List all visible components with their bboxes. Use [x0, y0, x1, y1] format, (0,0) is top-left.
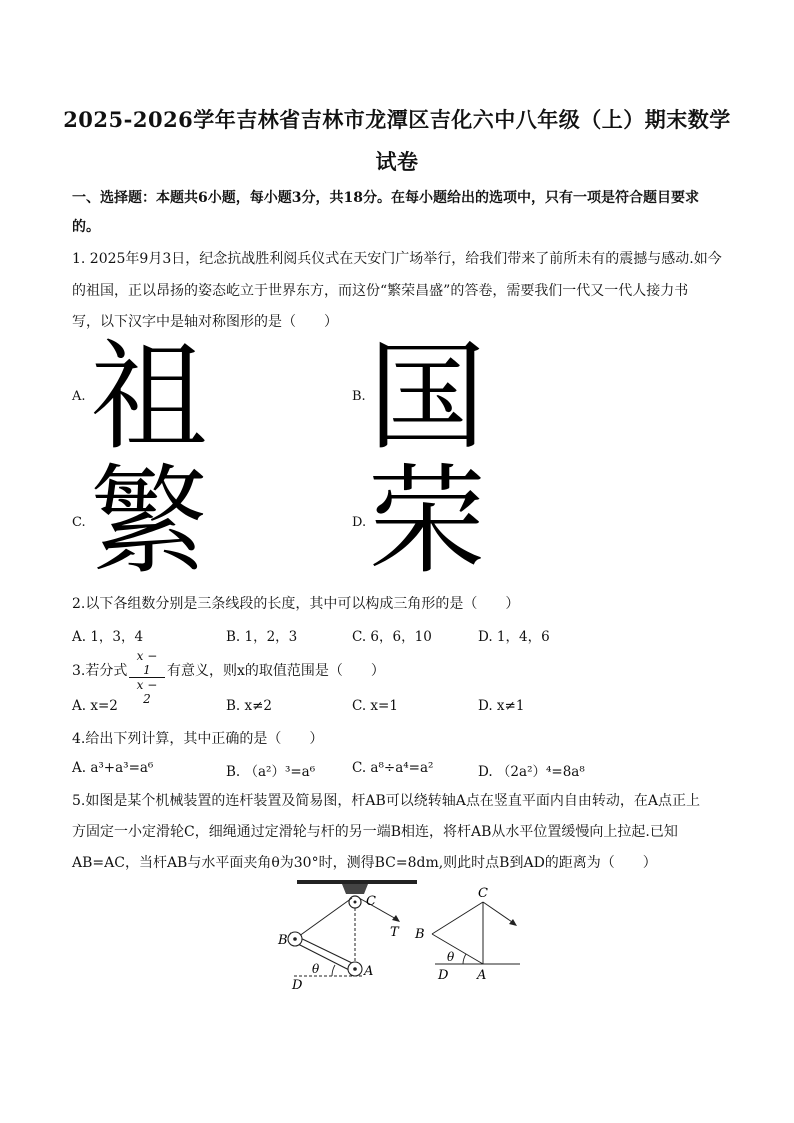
q3-fraction-denominator: x − 2 [136, 678, 158, 706]
fig1-label-a: A [364, 964, 374, 979]
q4-option-a: A. a³+a³=a⁶ [72, 760, 154, 776]
pulley-mount [342, 884, 368, 894]
section-header-continued: 的。 [72, 219, 100, 235]
q1-option-d-char: 荣 [368, 452, 487, 590]
q4-option-d: D. （2a²）⁴=8a⁸ [478, 764, 585, 780]
q2-option-b: B. 1，2，3 [226, 629, 298, 645]
q4-option-c: C. a⁸÷a⁴=a² [352, 760, 434, 776]
fig1-label-b: B [278, 933, 288, 948]
ceiling-bar [297, 880, 417, 884]
q3-option-d: D. x≠1 [478, 698, 525, 714]
section-header: 一、选择题：本题共6小题，每小题3分，共18分。在每小题给出的选项中，只有一项是符合题目要求 [72, 190, 699, 206]
q1-stem-line3: 写，以下汉字中是轴对称图形的是（ ） [72, 314, 338, 330]
exam-title-continued: 试卷 [375, 149, 419, 174]
q1-option-a-label: A. [72, 389, 86, 404]
q1-option-d-label: D. [352, 515, 367, 530]
exam-title: 2025-2026学年吉林省吉林市龙潭区吉化六中八年级（上）期末数学 [63, 107, 731, 132]
q5-stem-line3: AB=AC，当杆AB与水平面夹角θ为30°时，测得BC=8dm,则此时点B到AD的距离为（ ） [72, 855, 657, 871]
q3-stem-suffix: 有意义，则x的取值范围是（ ） [167, 663, 385, 679]
q4-option-b: B. （a²）³=a⁶ [226, 764, 316, 780]
fig2-label-c: C [478, 886, 488, 901]
q4-stem: 4.给出下列计算，其中正确的是（ ） [72, 731, 324, 747]
fig1-label-t: T [390, 925, 399, 940]
q3-stem-prefix: 3.若分式 [72, 663, 128, 679]
q1-option-a-char: 祖 [90, 328, 209, 466]
fig1-label-d: D [292, 978, 303, 993]
fig2-label-d: D [438, 968, 449, 983]
fig2-label-a: A [477, 968, 487, 983]
q2-option-a: A. 1，3，4 [72, 629, 144, 645]
fig1-label-c: C [366, 894, 376, 909]
fig2-label-theta: θ [447, 950, 455, 964]
q1-option-c-label: C. [72, 515, 86, 530]
q5-figure-simplified [405, 880, 530, 985]
q3-fraction-numerator: x − 1 [136, 649, 158, 677]
q3-option-a: A. x=2 [72, 698, 118, 714]
q2-option-d: D. 1，4，6 [478, 629, 550, 645]
q1-stem-line2: 的祖国，正以昂扬的姿态屹立于世界东方，而这份“繁荣昌盛”的答卷，需要我们一代又一代人接力书 [72, 283, 689, 299]
q2-stem: 2.以下各组数分别是三条线段的长度，其中可以构成三角形的是（ ） [72, 596, 520, 612]
q3-fraction [129, 649, 165, 706]
q1-option-b-label: B. [352, 389, 366, 404]
q3-option-c: C. x=1 [352, 698, 398, 714]
q5-stem-line2: 方固定一小定滑轮C，细绳通过定滑轮与杆的另一端B相连，将杆AB从水平位置缓慢向上拉起.已知 [72, 824, 678, 840]
q2-option-c: C. 6，6，10 [352, 629, 432, 645]
fig1-label-theta: θ [312, 962, 320, 976]
fig2-label-b: B [415, 927, 425, 942]
q3-option-b: B. x≠2 [226, 698, 273, 714]
q1-stem-line1: 1. 2025年9月3日，纪念抗战胜利阅兵仪式在天安门广场举行，给我们带来了前所未有的震撼与感动.如今 [72, 251, 722, 267]
q5-stem-line1: 5.如图是某个机械装置的连杆装置及简易图，杆AB可以绕转轴A点在竖直平面内自由转动，在A点正上 [72, 793, 700, 809]
q1-option-c-char: 繁 [90, 452, 209, 590]
q1-option-b-char: 国 [368, 328, 487, 466]
